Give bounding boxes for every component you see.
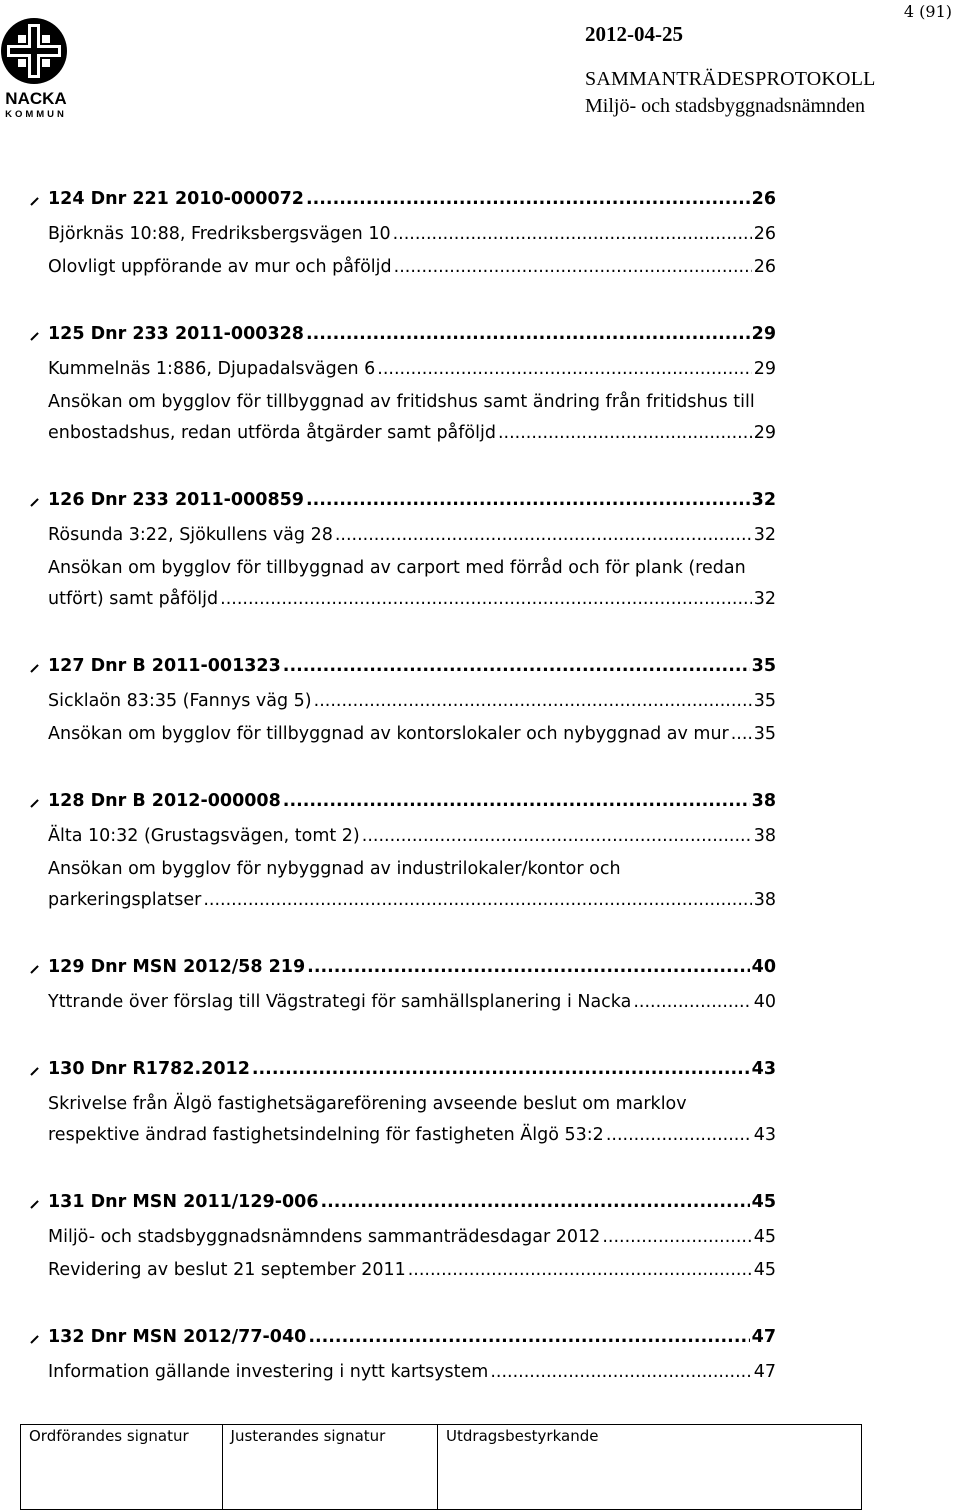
toc-section-heading[interactable] bbox=[48, 1322, 776, 1352]
section-page: 47 bbox=[751, 1327, 776, 1347]
entry-title: enbostadshus, redan utförda åtgärder samt påföljd bbox=[48, 423, 496, 443]
logo-name: NACKA bbox=[5, 89, 67, 108]
section-title: 128 Dnr B 2012-000008 bbox=[48, 791, 281, 811]
section-marker bbox=[30, 664, 38, 672]
toc-entry[interactable] bbox=[48, 219, 776, 249]
section-marker bbox=[30, 498, 38, 506]
toc-entry-line: Ansökan om bygglov för nybyggnad av industrilokaler/kontor och bbox=[48, 859, 621, 879]
toc-section-heading[interactable] bbox=[48, 786, 776, 816]
entry-page: 26 bbox=[753, 224, 776, 244]
page-number: 4 (91) bbox=[903, 2, 952, 21]
toc-entry[interactable] bbox=[48, 354, 776, 384]
dot-leader bbox=[306, 319, 750, 349]
entry-title: Yttrande över förslag till Vägstrategi för samhällsplanering i Nacka bbox=[48, 992, 632, 1012]
dot-leader bbox=[731, 719, 752, 749]
entry-title: Information gällande investering i nytt kartsystem bbox=[48, 1362, 489, 1382]
dot-leader bbox=[377, 354, 751, 384]
toc-entry[interactable] bbox=[48, 1120, 776, 1150]
dot-leader bbox=[307, 952, 749, 982]
section-title: 129 Dnr MSN 2012/58 219 bbox=[48, 957, 306, 977]
dot-leader bbox=[335, 520, 752, 550]
toc-entry[interactable] bbox=[48, 252, 776, 282]
section-page: 32 bbox=[751, 490, 776, 510]
section-page: 29 bbox=[751, 324, 776, 344]
extract-certification-cell bbox=[438, 1425, 861, 1509]
section-title: 127 Dnr B 2011-001323 bbox=[48, 656, 281, 676]
toc-entry[interactable] bbox=[48, 885, 776, 915]
checker-signature-cell bbox=[223, 1425, 439, 1509]
entry-title: parkeringsplatser bbox=[48, 890, 202, 910]
entry-page: 26 bbox=[753, 257, 776, 277]
dot-leader bbox=[314, 686, 752, 716]
entry-title: Miljö- och stadsbyggnadsnämndens sammanträdesdagar 2012 bbox=[48, 1227, 601, 1247]
toc-entry[interactable] bbox=[48, 821, 776, 851]
entry-title: Björknäs 10:88, Fredriksbergsvägen 10 bbox=[48, 224, 391, 244]
toc-entry[interactable] bbox=[48, 1357, 776, 1387]
section-page: 38 bbox=[751, 791, 776, 811]
section-marker bbox=[30, 332, 38, 340]
section-title: 124 Dnr 221 2010-000072 bbox=[48, 189, 304, 209]
signature-table bbox=[20, 1424, 862, 1510]
dot-leader bbox=[490, 1357, 751, 1387]
entry-page: 43 bbox=[753, 1125, 776, 1145]
dot-leader bbox=[362, 821, 752, 851]
dot-leader bbox=[321, 1187, 750, 1217]
dot-leader bbox=[498, 418, 752, 448]
toc-entry[interactable] bbox=[48, 719, 776, 749]
toc-entry[interactable] bbox=[48, 1255, 776, 1285]
dot-leader bbox=[394, 252, 752, 282]
dot-leader bbox=[283, 786, 750, 816]
entry-title: Olovligt uppförande av mur och påföljd bbox=[48, 257, 392, 277]
dot-leader bbox=[602, 1222, 751, 1252]
checker-signature-label: Justerandes signatur bbox=[230, 1427, 386, 1445]
toc-section-heading[interactable] bbox=[48, 319, 776, 349]
toc-entry-line: Ansökan om bygglov för tillbyggnad av fritidshus samt ändring från fritidshus till bbox=[48, 392, 755, 412]
section-page: 43 bbox=[751, 1059, 776, 1079]
logo-subtitle: KOMMUN bbox=[5, 109, 67, 120]
entry-title: Älta 10:32 (Grustagsvägen, tomt 2) bbox=[48, 826, 360, 846]
toc-entry[interactable] bbox=[48, 520, 776, 550]
toc-section-heading[interactable] bbox=[48, 1054, 776, 1084]
toc-entry[interactable] bbox=[48, 1222, 776, 1252]
section-page: 26 bbox=[751, 189, 776, 209]
entry-title: Ansökan om bygglov för tillbyggnad av kontorslokaler och nybyggnad av mur bbox=[48, 724, 729, 744]
section-marker bbox=[30, 799, 38, 807]
toc-entry[interactable] bbox=[48, 686, 776, 716]
toc-section-heading[interactable] bbox=[48, 184, 776, 214]
extract-certification-label: Utdragsbestyrkande bbox=[446, 1427, 599, 1445]
entry-title: respektive ändrad fastighetsindelning för fastigheten Älgö 53:2 bbox=[48, 1125, 604, 1145]
entry-page: 45 bbox=[753, 1227, 776, 1247]
dot-leader bbox=[308, 1322, 749, 1352]
toc-section-heading[interactable] bbox=[48, 952, 776, 982]
entry-title: Revidering av beslut 21 september 2011 bbox=[48, 1260, 406, 1280]
toc-section-heading[interactable] bbox=[48, 651, 776, 681]
section-marker bbox=[30, 1335, 38, 1343]
section-title: 126 Dnr 233 2011-000859 bbox=[48, 490, 304, 510]
entry-page: 32 bbox=[753, 589, 776, 609]
section-marker bbox=[30, 197, 38, 205]
section-marker bbox=[30, 1067, 38, 1075]
entry-page: 29 bbox=[753, 423, 776, 443]
section-page: 40 bbox=[751, 957, 776, 977]
toc-entry[interactable] bbox=[48, 584, 776, 614]
entry-title: Sicklaön 83:35 (Fannys väg 5) bbox=[48, 691, 312, 711]
section-title: 130 Dnr R1782.2012 bbox=[48, 1059, 250, 1079]
entry-page: 38 bbox=[753, 890, 776, 910]
entry-title: Kummelnäs 1:886, Djupadalsvägen 6 bbox=[48, 359, 376, 379]
dot-leader bbox=[633, 987, 751, 1017]
entry-page: 45 bbox=[753, 1260, 776, 1280]
toc-entry-line: Ansökan om bygglov för tillbyggnad av carport med förråd och för plank (redan bbox=[48, 558, 746, 578]
dot-leader bbox=[393, 219, 752, 249]
section-title: 125 Dnr 233 2011-000328 bbox=[48, 324, 304, 344]
entry-page: 38 bbox=[753, 826, 776, 846]
dot-leader bbox=[252, 1054, 750, 1084]
chair-signature-label: Ordförandes signatur bbox=[29, 1427, 189, 1445]
toc-entry[interactable] bbox=[48, 418, 776, 448]
section-title: 132 Dnr MSN 2012/77-040 bbox=[48, 1327, 307, 1347]
entry-page: 40 bbox=[753, 992, 776, 1012]
chair-signature-cell bbox=[21, 1425, 223, 1509]
document-title: SAMMANTRÄDESPROTOKOLL bbox=[585, 68, 876, 90]
dot-leader bbox=[220, 584, 752, 614]
entry-page: 47 bbox=[753, 1362, 776, 1382]
entry-title: Rösunda 3:22, Sjökullens väg 28 bbox=[48, 525, 333, 545]
toc-entry-line: Skrivelse från Älgö fastighetsägareförening avseende beslut om marklov bbox=[48, 1094, 687, 1114]
entry-page: 29 bbox=[753, 359, 776, 379]
dot-leader bbox=[283, 651, 750, 681]
entry-title: utfört) samt påföljd bbox=[48, 589, 219, 609]
dot-leader bbox=[203, 885, 751, 915]
entry-page: 32 bbox=[753, 525, 776, 545]
committee-name: Miljö- och stadsbyggnadsnämnden bbox=[585, 95, 865, 117]
meeting-date: 2012-04-25 bbox=[585, 22, 683, 46]
entry-page: 35 bbox=[753, 691, 776, 711]
section-marker bbox=[30, 1200, 38, 1208]
dot-leader bbox=[606, 1120, 752, 1150]
toc-section-heading[interactable] bbox=[48, 1187, 776, 1217]
toc-entry[interactable] bbox=[48, 987, 776, 1017]
section-marker bbox=[30, 965, 38, 973]
dot-leader bbox=[408, 1255, 752, 1285]
dot-leader bbox=[306, 485, 750, 515]
toc-section-heading[interactable] bbox=[48, 485, 776, 515]
section-page: 45 bbox=[751, 1192, 776, 1212]
entry-page: 35 bbox=[753, 724, 776, 744]
dot-leader bbox=[306, 184, 750, 214]
section-title: 131 Dnr MSN 2011/129-006 bbox=[48, 1192, 319, 1212]
section-page: 35 bbox=[751, 656, 776, 676]
